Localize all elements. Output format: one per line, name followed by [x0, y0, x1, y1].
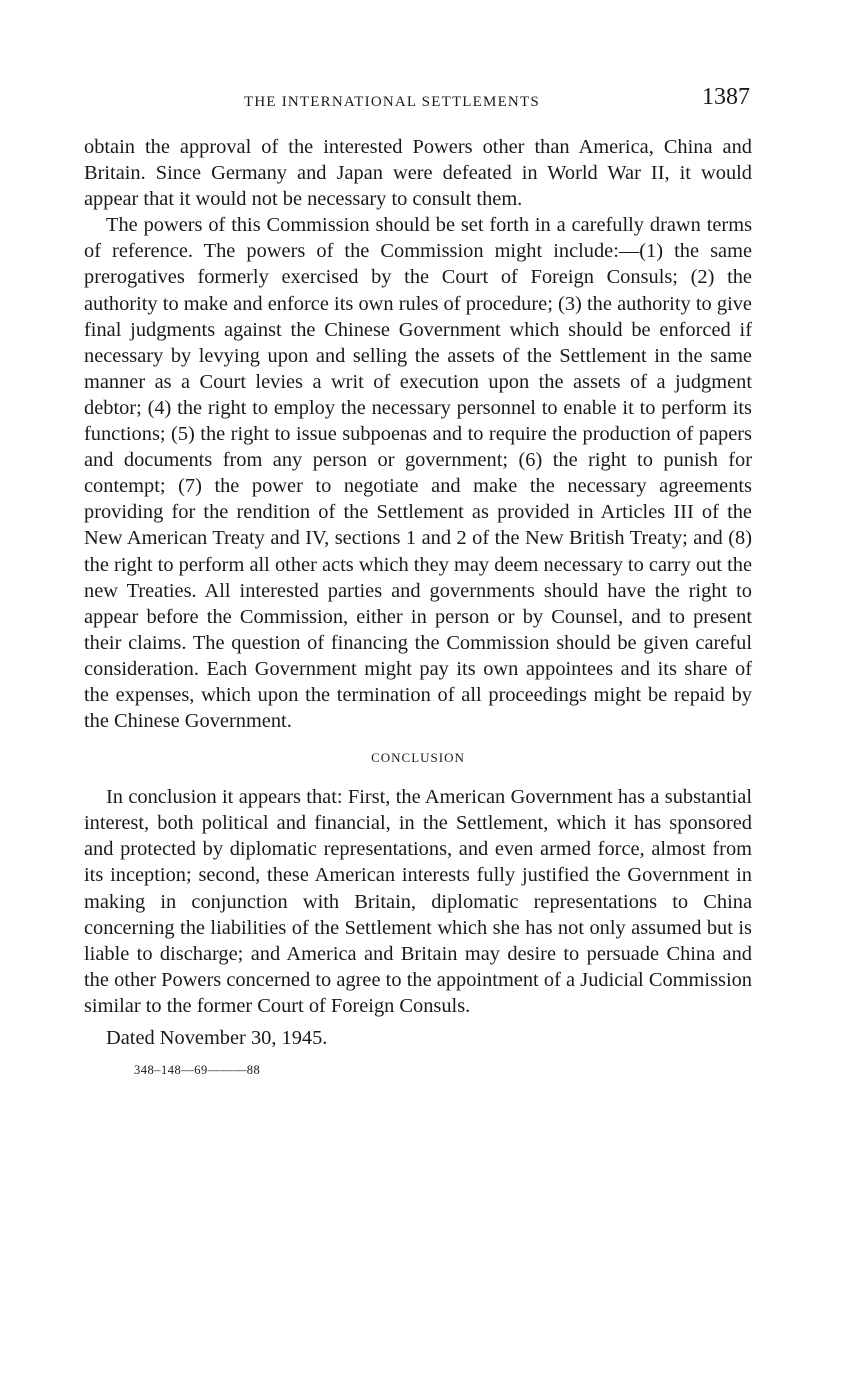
document-page: [84, 84, 752, 1078]
running-header: [84, 84, 752, 124]
paragraph-continuation: obtain the approval of the interested Powers other than America, China and Britain. Since Germany and Japan were defeated in World War II, it would appear that it would not be necessary to consult them.: [84, 136, 752, 211]
paragraph-commission-powers: The powers of this Commission should be set forth in a carefully drawn terms of reference. The powers of the Commission might include:—(1) the same prerogatives formerly exercised by the Court of Foreign Consuls; (2) the authority to make and enforce its own rules of procedure; (3) the authority to give final judgments against the Chinese Government which should be enforced if necessary by levying upon and selling the assets of the Settlement in the same manner as a Court levies a writ of execution upon the assets of a judgment debtor; (4) the right to employ the necessary personnel to enable it to perform its functions; (5) the right to issue subpoenas and to require the production of papers and documents from any person or government; (6) the right to punish for contempt; (7) the power to negotiate and make the necessary agreements providing for the rendition of the Settlement as provided in Articles III of the New American Treaty and IV, sections 1 and 2 of the New British Treaty; and (8) the right to perform all other acts which they may deem necessary to carry out the new Treaties. All interested parties and governments should have the right to appear before the Commission, either in person or by Counsel, and to present their claims. The question of financing the Commission should be given careful consideration. Each Government might pay its own appointees and its share of the expenses, which upon the termination of all proceedings might be repaid by the Chinese Government.: [84, 214, 752, 733]
dated-line: Dated November 30, 1945.: [106, 1027, 328, 1049]
print-code: 348–148—69———88: [134, 1063, 261, 1077]
paragraph-conclusion: In conclusion it appears that: First, the American Government has a substantial interest, both political and financial, in the Settlement, which it has sponsored and protected by diplomatic representations, and even armed force, almost from its inception; second, these American interests fully justified the Government in making in conjunction with Britain, diplomatic representations to China concerning the liabilities of the Settlement which she has not only assumed but is liable to discharge; and America and Britain may desire to persuade China and the other Powers concerned to agree to the appointment of a Judicial Commission similar to the former Court of Foreign Consuls.: [84, 786, 752, 1017]
page-number: 1387: [702, 84, 750, 110]
running-title: THE INTERNATIONAL SETTLEMENTS: [244, 94, 540, 110]
section-heading-conclusion: CONCLUSION: [371, 750, 465, 766]
